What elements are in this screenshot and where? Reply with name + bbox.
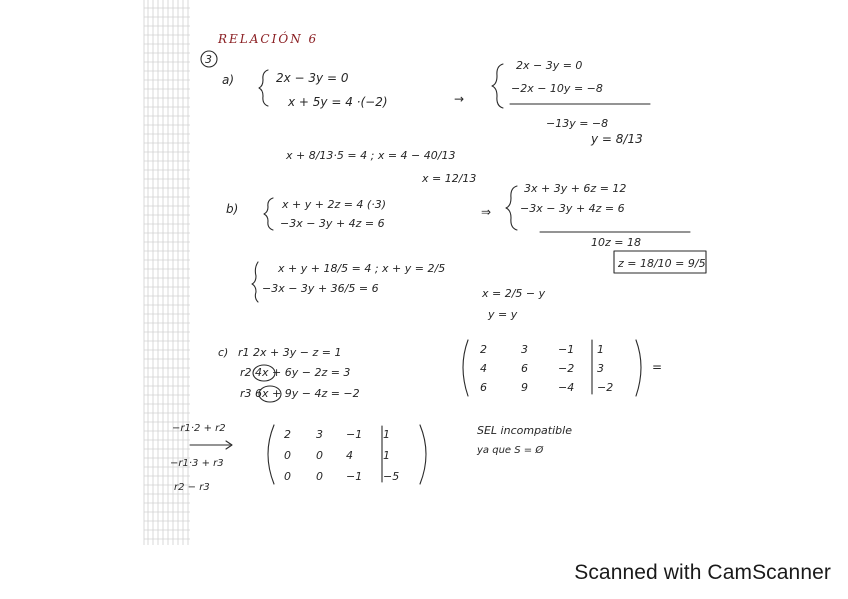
matrix1-left-paren	[463, 340, 468, 396]
matrix-cell: 0	[284, 449, 291, 462]
part-b-arrow: ⇒	[481, 205, 492, 219]
matrix-cell: 1	[383, 428, 390, 441]
matrix-cell: −1	[346, 470, 363, 483]
part-c-eq2: r2 4x + 6y − 2z = 3	[240, 366, 351, 379]
brace-b2	[506, 186, 517, 230]
part-c-eq1: r1 2x + 3y − z = 1	[238, 346, 342, 359]
part-a-arrow: →	[454, 92, 465, 106]
matrix-cell: −4	[558, 381, 575, 394]
row-op-3: r2 − r3	[174, 482, 210, 493]
part-b-sys2: −3x − 3y + 36/5 = 6	[262, 282, 379, 295]
matrix-cell: 2	[480, 343, 487, 356]
part-a-sum: −13y = −8	[546, 117, 609, 130]
matrix2-right-paren	[420, 425, 426, 484]
part-b-y: y = y	[488, 308, 518, 321]
matrix1-right-paren	[636, 340, 641, 396]
matrix-cell: 0	[316, 449, 323, 462]
part-a-eq2: x + 5y = 4 ·(−2)	[288, 95, 388, 109]
matrix-cell: −1	[346, 428, 363, 441]
matrix-cell: 6	[480, 381, 487, 394]
part-c-eq3: r3 6x + 9y − 4z = −2	[240, 387, 360, 400]
brace-b	[264, 198, 273, 230]
part-a-y: y = 8/13	[591, 132, 643, 146]
matrix-cell: 1	[383, 449, 390, 462]
matrix-cell: 9	[521, 381, 528, 394]
part-a-r2: −2x − 10y = −8	[511, 82, 603, 95]
matrix-cell: −1	[558, 343, 575, 356]
part-b-sum: 10z = 18	[591, 236, 641, 249]
part-a-r1: 2x − 3y = 0	[516, 59, 583, 72]
part-b-eq2: −3x − 3y + 4z = 6	[280, 217, 385, 230]
matrix-cell: 3	[521, 343, 528, 356]
matrix-cell: 0	[316, 470, 323, 483]
brace-a2	[492, 64, 503, 108]
part-a-subst: x + 8/13·5 = 4 ; x = 4 − 40/13	[286, 149, 456, 162]
part-b-sys1: x + y + 18/5 = 4 ; x + y = 2/5	[278, 262, 446, 275]
matrix-cell: −5	[383, 470, 400, 483]
conclusion-line1: SEL incompatible	[477, 424, 572, 437]
matrix-cell: 4	[346, 449, 353, 462]
page-title: RELACIÓN 6	[218, 32, 319, 46]
camscanner-watermark: Scanned with CamScanner	[574, 561, 831, 584]
part-a-eq1: 2x − 3y = 0	[276, 71, 349, 85]
matrix-cell: 0	[284, 470, 291, 483]
matrix-cell: 4	[480, 362, 487, 375]
brace-b3	[252, 262, 258, 302]
problem-number: 3	[205, 53, 212, 66]
part-a-x: x = 12/13	[422, 172, 477, 185]
row-op-1: −r1·2 + r2	[172, 423, 226, 434]
brace-a	[259, 70, 268, 106]
matrix-cell: −2	[558, 362, 575, 375]
matrix-cell: 6	[521, 362, 528, 375]
matrix-cell: −2	[597, 381, 614, 394]
part-b-z: z = 18/10 = 9/5	[618, 257, 706, 270]
conclusion-line2: ya que S = Ø	[477, 445, 544, 456]
part-b-label: b)	[226, 202, 239, 216]
row-op-2: −r1·3 + r3	[170, 458, 224, 469]
matrix-cell: 3	[597, 362, 604, 375]
part-b-r1: 3x + 3y + 6z = 12	[524, 182, 627, 195]
part-b-x: x = 2/5 − y	[482, 287, 546, 300]
matrix1	[480, 343, 613, 394]
matrix-cell: 3	[316, 428, 323, 441]
matrix-equals: =	[652, 360, 663, 374]
matrix2-left-paren	[268, 425, 274, 484]
part-a-label: a)	[222, 73, 235, 87]
part-b-eq1: x + y + 2z = 4 (·3)	[282, 198, 386, 211]
part-b-r2: −3x − 3y + 4z = 6	[520, 202, 625, 215]
part-c-label: c)	[218, 346, 229, 359]
matrix-cell: 1	[597, 343, 604, 356]
matrix-cell: 2	[284, 428, 291, 441]
